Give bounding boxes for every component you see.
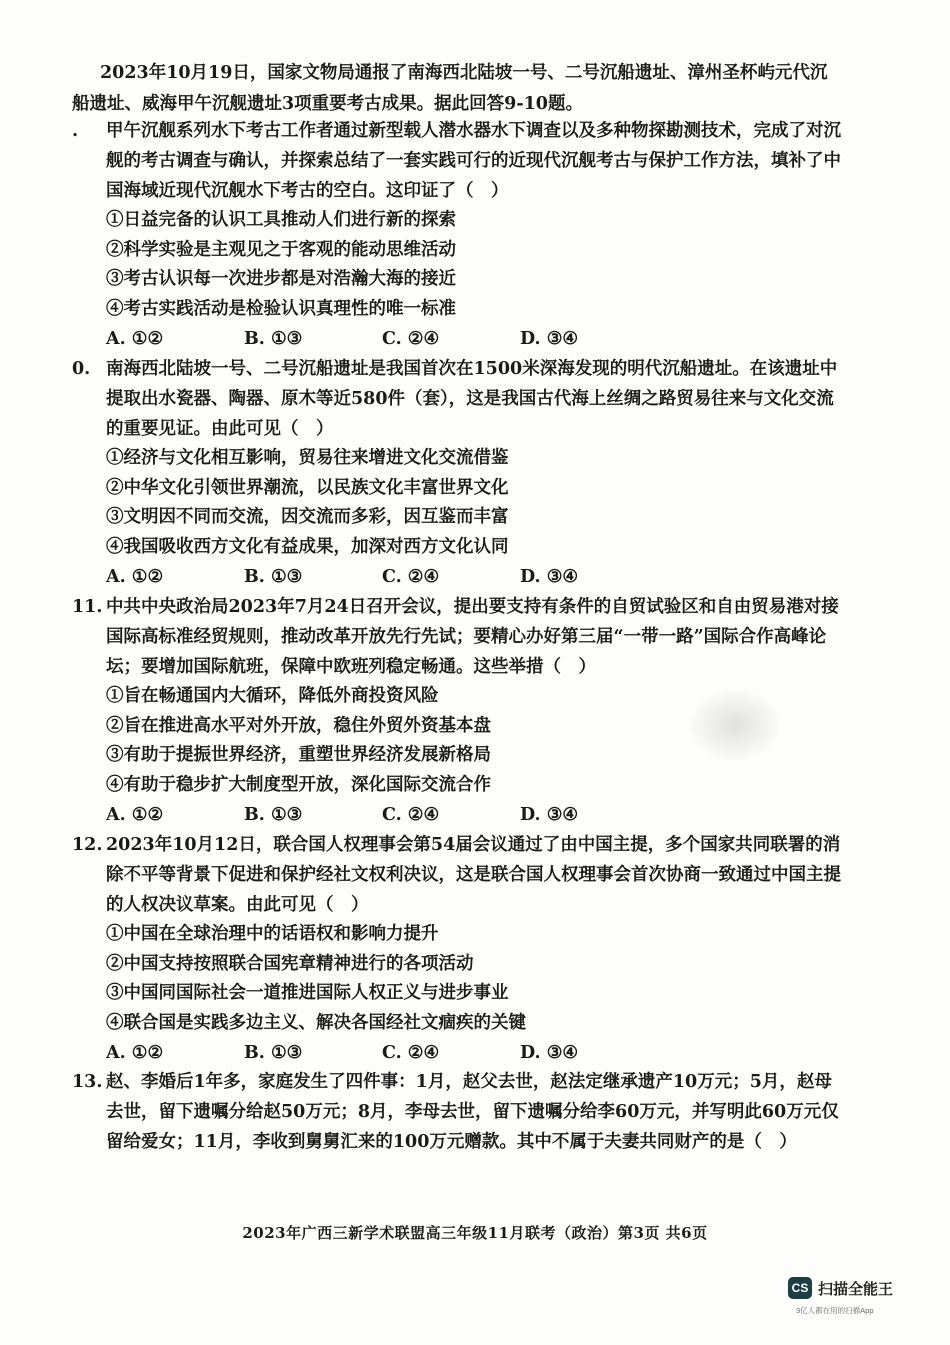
choice-c: C. ②④ — [382, 1043, 440, 1063]
option-item: ④有助于稳步扩大制度型开放，深化国际交流合作 — [106, 774, 491, 795]
choice-a: A. ①② — [106, 567, 164, 587]
option-item: ①旨在畅通国内大循环，降低外商投资风险 — [106, 686, 439, 706]
option-item: ③文明因不同而交流，因交流而多彩，因互鉴而丰富 — [106, 507, 509, 527]
cs-logo-icon: CS — [788, 1277, 812, 1299]
question-stem: 甲午沉舰系列水下考古工作者通过新型载人潜水器水下调查以及多种物探勘测技术，完成了对沉舰的考古调查与确认，并探索总结了一套实践可行的近现代沉舰考古与保护工作方法，填补了中国海域近现代沉舰水下考古的空白。这印证了（ ） — [106, 121, 841, 201]
option-list — [106, 920, 842, 1038]
choice-b: B. ①③ — [244, 329, 303, 349]
option-item: ①中国在全球治理中的话语权和影响力提升 — [106, 924, 439, 944]
question-number: 12. — [72, 835, 103, 855]
option-item: ②中国支持按照联合国宪章精神进行的各项活动 — [106, 953, 474, 974]
question-stem: 中共中央政治局2023年7月24日召开会议，提出要支持有条件的自贸试验区和自由贸易港对接国际高标准经贸规则，推动改革开放先行先试；要精心办好第三届“一带一路”国际合作高峰论坛；要增加国际航班，保障中欧班列稳定畅通。这些举措（ ） — [106, 597, 839, 677]
answer-choices — [106, 800, 842, 830]
watermark-app-name: 扫描全能王 — [818, 1281, 894, 1298]
page-footer: 2023年广西三新学术联盟高三年级11月联考（政治）第3页 共6页 — [242, 1224, 708, 1242]
scan-smudge — [690, 690, 780, 760]
option-item: ③中国同国际社会一道推进国际人权正义与进步事业 — [106, 983, 509, 1003]
question-10 — [72, 354, 842, 592]
option-item: ②中华文化引领世界潮流，以民族文化丰富世界文化 — [106, 477, 509, 498]
choice-a: A. ①② — [106, 805, 164, 825]
option-item: ②科学实验是主观见之于客观的能动思维活动 — [106, 239, 456, 260]
option-item: ④联合国是实践多边主义、解决各国经社文痼疾的关键 — [106, 1012, 526, 1033]
passage-intro: 2023年10月19日，国家文物局通报了南海西北陆坡一号、二号沉船遗址、漳州圣杯屿元代沉船遗址、威海甲午沉舰遗址3项重要考古成果。据此回答9-10题。 — [72, 63, 828, 114]
answer-choices — [106, 1038, 842, 1068]
choice-c: C. ②④ — [382, 805, 440, 825]
question-number: . — [72, 121, 79, 141]
scanner-watermark — [788, 1277, 928, 1317]
answer-choices — [106, 562, 842, 592]
question-number: 0. — [72, 359, 91, 379]
question-stem: 赵、李婚后1年多，家庭发生了四件事：1月，赵父去世，赵法定继承遗产10万元；5月，赵母去世，留下遗嘱分给赵50万元；8月，李母去世，留下遗嘱分给李60万元，并写明此60万元仅留给爱女；11月，李收到舅舅汇来的100万元赠款。其中不属于夫妻共同财产的是（ ） — [106, 1072, 839, 1152]
question-13 — [72, 1067, 842, 1157]
choice-d: D. ③④ — [520, 329, 579, 349]
choice-a: A. ①② — [106, 1043, 164, 1063]
question-9 — [72, 116, 842, 354]
question-number: 11. — [72, 597, 103, 617]
choice-b: B. ①③ — [244, 1043, 303, 1063]
option-list — [106, 444, 842, 562]
choice-c: C. ②④ — [382, 329, 440, 349]
question-stem: 南海西北陆坡一号、二号沉船遗址是我国首次在1500米深海发现的明代沉船遗址。在该遗址中提取出水瓷器、陶器、原木等近580件（套），这是我国古代海上丝绸之路贸易往来与文化交流的重要见证。由此可见（ ） — [106, 359, 838, 439]
watermark-tagline: 3亿人都在用的扫描App — [796, 1306, 874, 1315]
choice-d: D. ③④ — [520, 1043, 579, 1063]
choice-c: C. ②④ — [382, 567, 440, 587]
choice-a: A. ①② — [106, 329, 164, 349]
option-item: ②旨在推进高水平对外开放，稳住外贸外资基本盘 — [106, 715, 491, 736]
option-item: ①日益完备的认识工具推动人们进行新的探索 — [106, 210, 456, 230]
question-stem: 2023年10月12日，联合国人权理事会第54届会议通过了由中国主提，多个国家共同联署的消除不平等背景下促进和保护经社文权利决议，这是联合国人权理事会首次协商一致通过中国主提的人权决议草案。由此可见（ ） — [106, 835, 841, 915]
option-item: ①经济与文化相互影响，贸易往来增进文化交流借鉴 — [106, 448, 509, 468]
question-number: 13. — [72, 1072, 103, 1092]
option-list — [106, 206, 842, 324]
question-12 — [72, 830, 842, 1068]
answer-choices — [106, 324, 842, 354]
choice-d: D. ③④ — [520, 567, 579, 587]
choice-b: B. ①③ — [244, 805, 303, 825]
option-item: ③考古认识每一次进步都是对浩瀚大海的接近 — [106, 269, 456, 289]
option-item: ④考古实践活动是检验认识真理性的唯一标准 — [106, 298, 456, 319]
option-item: ④我国吸收西方文化有益成果，加深对西方文化认同 — [106, 536, 509, 557]
choice-b: B. ①③ — [244, 567, 303, 587]
choice-d: D. ③④ — [520, 805, 579, 825]
option-item: ③有助于提振世界经济，重塑世界经济发展新格局 — [106, 745, 491, 765]
